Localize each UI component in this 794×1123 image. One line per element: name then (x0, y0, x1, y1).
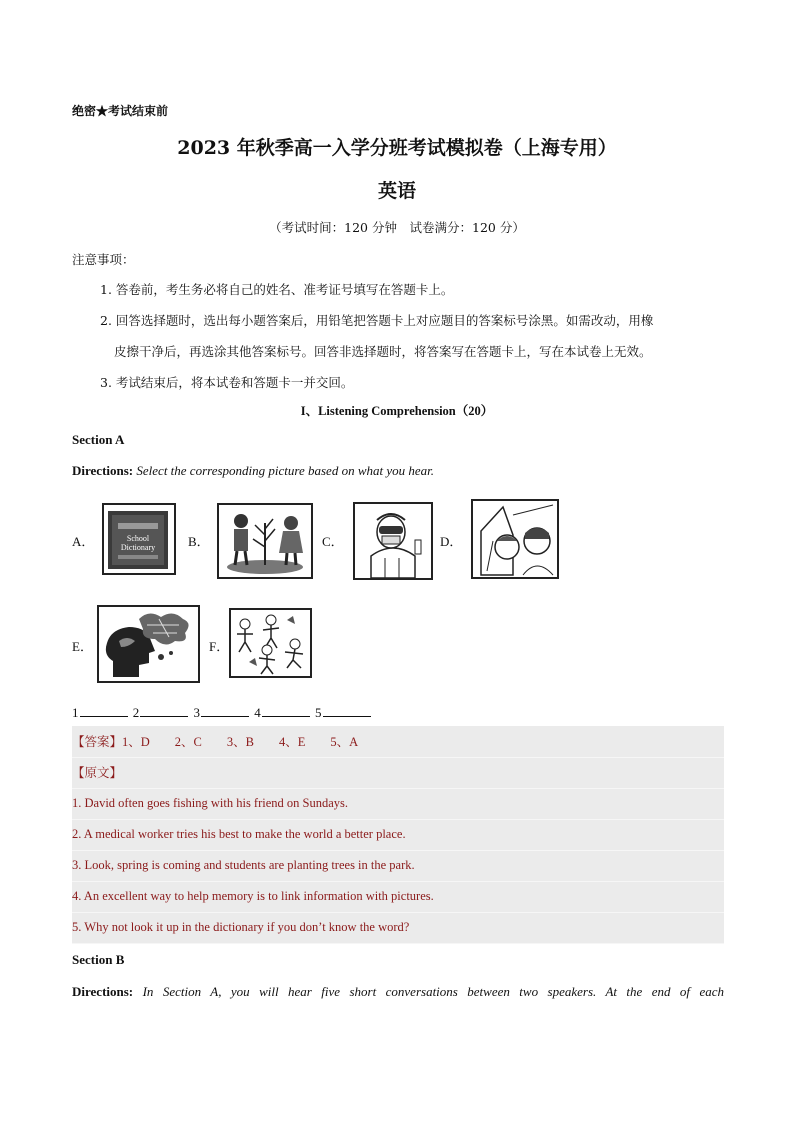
confidential-label: 绝密★考试结束前 (72, 104, 169, 118)
script-line-2: 2. A medical worker tries his best to make the world a better place. (72, 819, 724, 851)
directions-text: Select the corresponding picture based on what you hear. (136, 463, 435, 478)
blank-number-3: 3 (193, 705, 200, 720)
blank-number-5: 5 (315, 705, 322, 720)
subject-title: 英语 (377, 180, 416, 202)
picture-label-a: A． (72, 534, 95, 549)
blank-number-1: 1 (72, 705, 79, 720)
section-a-title: Section A (72, 432, 125, 447)
script-label-row (72, 757, 724, 789)
blank-line-5[interactable] (323, 704, 371, 717)
notice-item-1: 1. 答卷前，考生务必将自己的姓名、准考证号填写在答题卡上。 (100, 282, 454, 297)
blank-line-1[interactable] (80, 704, 128, 717)
exam-title: 2023 年秋季高一入学分班考试模拟卷（上海专用） (177, 137, 617, 159)
notice-item-2-line-2: 皮擦干净后，再选涂其他答案标号。回答非选择题时，将答案写在答题卡上，写在本试卷上无效。 (114, 344, 652, 359)
script-line-5: 5. Why not look it up in the dictionary if you don’t know the word? (72, 912, 724, 944)
picture-label-b: B． (188, 534, 210, 549)
answer-blanks (72, 704, 373, 721)
book-text-1: School (126, 534, 150, 543)
answer-values: 1、D 2、C 3、B 4、E 5、A (122, 735, 359, 749)
notice-heading: 注意事项： (72, 252, 135, 267)
script-line-1: 1. David often goes fishing with his friend on Sundays. (72, 788, 724, 820)
picture-label-e: E． (72, 639, 93, 654)
dictionary-book-picture (102, 503, 176, 575)
answer-label: 【答案】 (72, 734, 123, 749)
picture-label-c: C． (322, 534, 344, 549)
picture-label-d: D． (440, 534, 463, 549)
answer-row (72, 726, 724, 758)
script-line-4: 4. An excellent way to help memory is to link information with pictures. (72, 881, 724, 913)
notice-list (100, 274, 725, 398)
blank-line-3[interactable] (201, 704, 249, 717)
children-playing-picture (229, 608, 312, 678)
part-title: I、Listening Comprehension（20） (300, 404, 494, 418)
blank-number-4: 4 (254, 705, 261, 720)
head-memory-picture (97, 605, 200, 683)
blank-line-4[interactable] (262, 704, 310, 717)
blank-line-2[interactable] (140, 704, 188, 717)
notice-item-3: 3. 考试结束后，将本试卷和答题卡一并交回。 (100, 375, 354, 390)
directions-label: Directions: (72, 463, 134, 478)
book-text-2: Dictionary (120, 543, 156, 552)
boy-fishing-picture (471, 499, 559, 579)
section-b-directions-text: In Section A, you will hear five short conversations between two speakers. At the end of each (142, 984, 725, 999)
section-b-directions (72, 984, 724, 1000)
section-a-directions (72, 463, 434, 479)
script-line-3: 3. Look, spring is coming and students are planting trees in the park. (72, 850, 724, 882)
children-planting-trees-picture (217, 503, 313, 579)
script-label: 【原文】 (72, 765, 123, 780)
notice-item-2-line-1: 2. 回答选择题时，选出每小题答案后，用铅笔把答题卡上对应题目的答案标号涂黑。如需改动，用橡 (100, 313, 654, 328)
time-info: （考试时间：120 分钟 试卷满分：120 分） (269, 220, 525, 235)
blank-number-2: 2 (132, 705, 140, 720)
section-b-title: Section B (72, 952, 125, 967)
picture-label-f: F． (209, 639, 230, 654)
section-b-directions-label: Directions: (72, 984, 134, 999)
medical-worker-picture (353, 502, 433, 580)
